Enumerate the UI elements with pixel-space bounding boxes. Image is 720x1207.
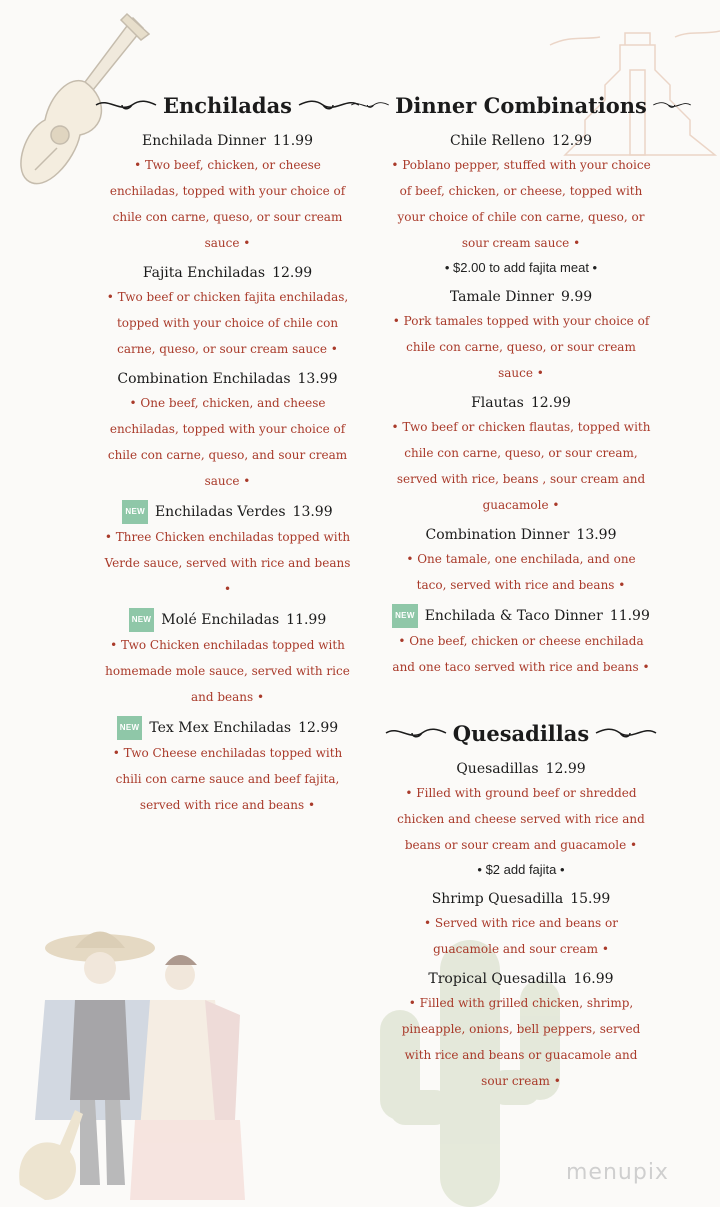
new-badge: NEW bbox=[129, 608, 155, 632]
new-badge: NEW bbox=[122, 500, 148, 524]
item-price: 11.99 bbox=[286, 612, 327, 628]
item-name: Enchilada & Taco Dinner bbox=[424, 608, 603, 624]
item-description: • Filled with grilled chicken, shrimp, pineapple, onions, bell peppers, served with rice and beans or guacamole and sour cream • bbox=[401, 996, 641, 1088]
section-title: Quesadillas bbox=[452, 720, 590, 746]
item-name: Enchiladas Verdes bbox=[154, 504, 286, 520]
menu-item bbox=[100, 262, 355, 362]
item-name: Flautas bbox=[471, 395, 524, 411]
item-name: Shrimp Quesadilla bbox=[431, 891, 564, 907]
menu-item bbox=[100, 716, 355, 818]
dinner-combinations-header bbox=[390, 88, 652, 122]
item-price: 13.99 bbox=[297, 371, 338, 387]
item-price: 9.99 bbox=[560, 289, 593, 305]
item-price: 13.99 bbox=[576, 527, 617, 543]
item-price: 13.99 bbox=[292, 504, 333, 520]
enchiladas-column bbox=[100, 88, 355, 824]
item-name: Chile Relleno bbox=[449, 133, 545, 149]
item-description: • Poblano pepper, stuffed with your choice of beef, chicken, or cheese, topped with your choice of chile con carne, queso, or sour cream sauce • bbox=[391, 158, 651, 250]
scroll-flourish-icon bbox=[350, 95, 390, 115]
item-description: • One beef, chicken, and cheese enchiladas, topped with your choice of chile con carne, queso, and sour cream sauce • bbox=[107, 396, 348, 488]
item-description: • Filled with ground beef or shredded chicken and cheese served with rice and beans or sour cream and guacamole • bbox=[397, 786, 645, 852]
new-badge: NEW bbox=[392, 604, 418, 628]
menupix-watermark: menupix bbox=[566, 1160, 669, 1185]
item-price: 12.99 bbox=[530, 395, 571, 411]
item-name: Tropical Quesadilla bbox=[428, 971, 567, 987]
item-description: • Two Chicken enchiladas topped with homemade mole sauce, served with rice and beans • bbox=[105, 638, 350, 704]
scroll-flourish-icon bbox=[384, 723, 448, 743]
enchiladas-header bbox=[100, 88, 355, 122]
menu-item bbox=[390, 130, 652, 280]
item-description: • Two beef, chicken, or cheese enchiladas, topped with your choice of chile con carne, queso, or sour cream sauce • bbox=[109, 158, 346, 250]
item-name: Quesadillas bbox=[456, 761, 539, 777]
scroll-flourish-icon bbox=[652, 95, 692, 115]
item-description: • One beef, chicken or cheese enchilada and one taco served with rice and beans • bbox=[392, 634, 650, 674]
section-title: Enchiladas bbox=[163, 92, 293, 118]
menu-item bbox=[100, 368, 355, 494]
menu-item bbox=[390, 524, 652, 598]
item-name: Enchilada Dinner bbox=[142, 133, 266, 149]
item-description: • Three Chicken enchiladas topped with Verde sauce, served with rice and beans • bbox=[104, 530, 351, 596]
item-name: Tamale Dinner bbox=[449, 289, 554, 305]
menu-item bbox=[390, 604, 652, 680]
menu-item bbox=[390, 758, 652, 882]
item-name: Combination Enchiladas bbox=[117, 371, 291, 387]
item-description: • Two beef or chicken fajita enchiladas, topped with your choice of chile con carne, queso, or sour cream sauce • bbox=[106, 290, 349, 356]
item-price: 12.99 bbox=[545, 761, 586, 777]
menu-item bbox=[390, 286, 652, 386]
item-name: Molé Enchiladas bbox=[161, 612, 280, 628]
item-description: • One tamale, one enchilada, and one taco, served with rice and beans • bbox=[406, 552, 636, 592]
item-addon-note: • $2 add fajita • bbox=[477, 862, 565, 877]
item-price: 12.99 bbox=[298, 720, 339, 736]
menu-item bbox=[390, 968, 652, 1094]
section-title: Dinner Combinations bbox=[395, 92, 647, 118]
item-price: 15.99 bbox=[570, 891, 611, 907]
scroll-flourish-icon bbox=[594, 723, 658, 743]
item-price: 12.99 bbox=[551, 133, 593, 149]
item-name: Fajita Enchiladas bbox=[142, 265, 266, 281]
menu-item bbox=[100, 130, 355, 256]
quesadillas-header bbox=[390, 716, 652, 750]
item-description: • Two beef or chicken flautas, topped with chile con carne, queso, or sour cream, served with rice, beans , sour cream and guacamole • bbox=[391, 420, 651, 512]
item-price: 11.99 bbox=[609, 608, 650, 624]
new-badge: NEW bbox=[117, 716, 143, 740]
item-description: • Served with rice and beans or guacamole and sour cream • bbox=[424, 916, 618, 956]
menu-item bbox=[100, 500, 355, 602]
item-description: • Pork tamales topped with your choice of chile con carne, queso, or sour cream sauce • bbox=[392, 314, 650, 380]
item-description: • Two Cheese enchiladas topped with chili con carne sauce and beef fajita, served with rice and beans • bbox=[112, 746, 343, 812]
menu-item bbox=[100, 608, 355, 710]
item-name: Tex Mex Enchiladas bbox=[149, 720, 292, 736]
right-column bbox=[390, 88, 652, 1100]
item-addon-note: • $2.00 to add fajita meat • bbox=[444, 260, 598, 275]
item-name: Combination Dinner bbox=[425, 527, 570, 543]
menu-item bbox=[390, 888, 652, 962]
menu-item bbox=[390, 392, 652, 518]
item-price: 11.99 bbox=[272, 133, 313, 149]
scroll-flourish-icon bbox=[94, 95, 158, 115]
item-price: 12.99 bbox=[272, 265, 313, 281]
item-price: 16.99 bbox=[573, 971, 614, 987]
dancing-couple-illustration bbox=[15, 920, 250, 1207]
